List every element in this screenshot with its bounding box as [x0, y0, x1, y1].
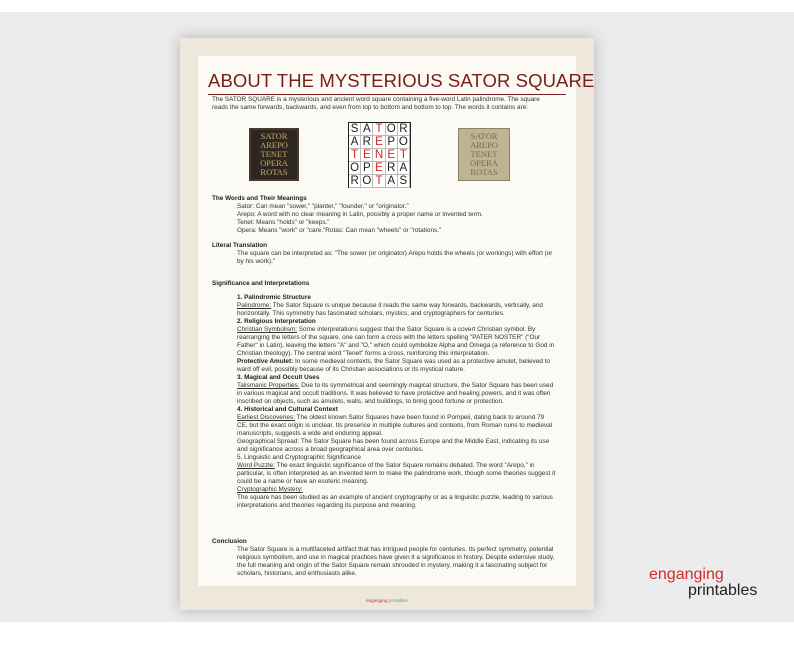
- tablet-line: OPERA: [260, 158, 288, 168]
- grid-cell: O: [386, 123, 398, 136]
- paragraph: Talismanic Properties: Due to its symmetrical and seemingly magical structure, the Sator Square has been used in various magical and occult traditions. It was believed to have protective and healing powers, and it was often inscribed on objects, such as amulets, walls, and buildings, to bring good fortune or protection.: [237, 382, 554, 405]
- grid-cell: E: [386, 149, 398, 162]
- paragraph-label: Cryptographic Mystery:: [237, 486, 303, 493]
- grid-cell: T: [373, 175, 385, 188]
- grid-cell: O: [349, 162, 361, 175]
- word-meaning: Arepo: A word with no clear meaning in Latin, possibly a proper name or invented term.: [237, 211, 483, 218]
- intro-paragraph: The SATOR SQUARE is a mysterious and ancient word square containing a five-word Latin palindrome. The square reads the same forwards, backwards, and even from top to bottom and bottom to top. The words it contains are:: [212, 96, 540, 111]
- grid-cell: A: [386, 175, 398, 188]
- grid-cell: R: [398, 123, 410, 136]
- paragraph: The square has been studied as an example of ancient cryptography or as a linguistic puzzle, leading to various interpretations and theories regarding its purpose and meaning.: [237, 494, 553, 509]
- tablet-line: OPERA: [470, 158, 498, 168]
- tablet-line: AREPO: [260, 140, 288, 150]
- literal-text: The square can be interpreted as: "The sower (or originator) Arepo holds the wheels (or workings) with effort (or by his work).": [237, 250, 553, 265]
- subsection-heading: 5. Linguistic and Cryptographic Significance: [237, 454, 361, 461]
- tablet-line: TENET: [470, 149, 498, 159]
- grid-cell: R: [386, 162, 398, 175]
- grid-cell: T: [398, 149, 410, 162]
- words-section: [212, 195, 556, 235]
- grid-cell: R: [361, 136, 373, 149]
- sator-letter-grid: [348, 122, 411, 188]
- document-page: [180, 38, 594, 610]
- grid-cell: T: [349, 149, 361, 162]
- paragraph: Geographical Spread: The Sator Square has been found across Europe and the Middle East, indicating its use and significance across a broad geographical area over centuries.: [237, 438, 550, 453]
- grid-cell: E: [373, 162, 385, 175]
- word-meaning: Tenet: Means "holds" or "keeps.": [237, 219, 330, 226]
- grid-cell: S: [349, 123, 361, 136]
- tablet-line: TENET: [260, 149, 288, 159]
- paragraph: Protective Amulet: In some medieval contexts, the Sator Square was used as a protective amulet, believed to ward off evil, possibly because of its Christian associations or its mystical nature.: [237, 358, 551, 373]
- grid-cell: P: [386, 136, 398, 149]
- title-rule: [208, 94, 566, 95]
- grid-cell: P: [361, 162, 373, 175]
- illustration-row: [212, 120, 556, 190]
- section-heading: Significance and Interpretations: [212, 280, 310, 287]
- brand-logo-line2: printables: [688, 582, 758, 599]
- section-heading: Literal Translation: [212, 242, 268, 249]
- conclusion-section: [212, 538, 556, 578]
- subsection-heading: 3. Magical and Occult Uses: [237, 374, 320, 381]
- grid-cell: T: [373, 123, 385, 136]
- tablet-line: SATOR: [470, 131, 498, 141]
- word-meaning: Opera: Means "work" or "care."Rotas: Can mean "wheels" or "rotations.": [237, 227, 442, 234]
- paragraph: Palindrome: The Sator Square is unique because it reads the same way forwards, backwards, vertically, and horizontally. This symmetry has fascinated scholars, mystics, and cryptographers for centuries.: [237, 302, 543, 317]
- grid-cell: A: [398, 162, 410, 175]
- tablet-line: SATOR: [260, 131, 288, 141]
- paragraph: Christian Symbolism: Some interpretations suggest that the Sator Square is a covert Christian symbol. By rearranging the letters of the square, one can form a cross with the letters spelling "PATER NOSTER" ("Our Father" in Latin), leaving the letters "A" and "O," which could symbolize Alpha and Omega (a reference to God in Christian theology). The central word "Tenet" forms a cross, reinforcing this interpretation.: [237, 326, 555, 357]
- subsection-heading: 1. Palindromic Structure: [237, 294, 311, 301]
- conclusion-text: The Sator Square is a multifaceted artifact that has intrigued people for centuries. Its perfect symmetry, potential religious symbolism, and use in magical practices have given it a significance in history. Despite extensive study, the full meaning and origin of the Sator Square remain shrouded in mystery, making it a fascinating subject for scholars, historians, and enthusiasts alike.: [237, 546, 555, 577]
- sator-tablet-stone-image: [458, 128, 510, 181]
- grid-cell: A: [349, 136, 361, 149]
- significance-section: [212, 280, 556, 510]
- literal-section: [212, 242, 556, 266]
- section-heading: The Words and Their Meanings: [212, 195, 307, 202]
- brand-logo-line1: enganging: [649, 566, 724, 583]
- subsection-heading: 2. Religious Interpretation: [237, 318, 316, 325]
- grid-cell: O: [398, 136, 410, 149]
- grid-cell: A: [361, 123, 373, 136]
- section-heading: Conclusion: [212, 538, 247, 545]
- footer-brand: enganging printables: [366, 598, 408, 603]
- paragraph: Earliest Discoveries: The oldest known Sator Squares have been found in Pompeii, dating back to around 79 CE, but the exact origin is unclear. Its presence in multiple cultures and contexts, from Roman ruins to medieval manuscripts, suggests a wide and enduring appeal.: [237, 414, 553, 437]
- subsection-heading: 4. Historical and Cultural Context: [237, 406, 338, 413]
- grid-cell: S: [398, 175, 410, 188]
- tablet-line: AREPO: [470, 140, 498, 150]
- sator-tablet-dark-image: [249, 128, 299, 181]
- paragraph: Word Puzzle: The exact linguistic significance of the Sator Square remains debated. The word "Arepo," in particular, is often interpreted as an invented term to make the palindrome work, though some theories suggest it could be a name or have an esoteric meaning.: [237, 462, 556, 485]
- word-meaning: Sator: Can mean "sower," "planter," "founder," or "originator.": [237, 203, 409, 210]
- grid-cell: O: [361, 175, 373, 188]
- grid-cell: E: [361, 149, 373, 162]
- page-title: ABOUT THE MYSTERIOUS SATOR SQUARE: [208, 70, 595, 91]
- grid-cell: N: [373, 149, 385, 162]
- tablet-line: ROTAS: [470, 167, 498, 177]
- grid-cell: E: [373, 136, 385, 149]
- grid-cell: R: [349, 175, 361, 188]
- tablet-line: ROTAS: [260, 167, 288, 177]
